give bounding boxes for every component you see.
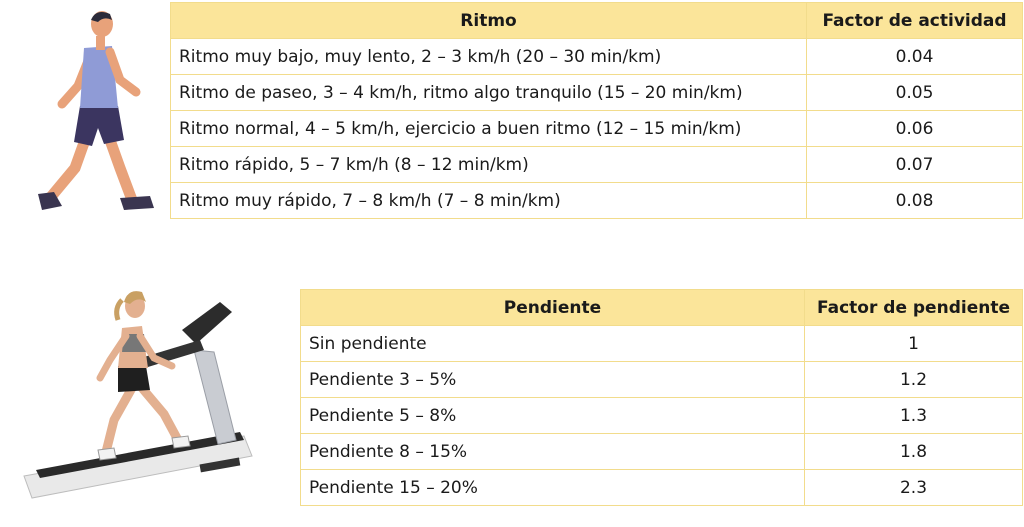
row-value: 0.05 xyxy=(807,75,1023,111)
row-label: Pendiente 15 – 20% xyxy=(301,470,805,506)
table-row xyxy=(301,362,1023,398)
activity-factor-table xyxy=(170,2,1023,219)
row-label: Ritmo de paseo, 3 – 4 km/h, ritmo algo tranquilo (15 – 20 min/km) xyxy=(171,75,807,111)
row-label: Sin pendiente xyxy=(301,326,805,362)
row-label: Pendiente 5 – 8% xyxy=(301,398,805,434)
row-label: Ritmo rápido, 5 – 7 km/h (8 – 12 min/km) xyxy=(171,147,807,183)
row-value: 1.8 xyxy=(805,434,1023,470)
row-label: Ritmo muy rápido, 7 – 8 km/h (7 – 8 min/km) xyxy=(171,183,807,219)
table-row xyxy=(301,326,1023,362)
row-label: Pendiente 8 – 15% xyxy=(301,434,805,470)
row-value: 0.08 xyxy=(807,183,1023,219)
table-row xyxy=(171,111,1023,147)
column-header: Ritmo xyxy=(171,3,807,39)
table-row xyxy=(301,470,1023,506)
table-header-row xyxy=(171,3,1023,39)
column-header: Factor de actividad xyxy=(807,3,1023,39)
row-value: 0.04 xyxy=(807,39,1023,75)
table-row xyxy=(171,183,1023,219)
row-value: 1.3 xyxy=(805,398,1023,434)
table-row xyxy=(301,434,1023,470)
row-value: 0.06 xyxy=(807,111,1023,147)
table-row xyxy=(171,75,1023,111)
table-header-row xyxy=(301,290,1023,326)
row-value: 1.2 xyxy=(805,362,1023,398)
row-value: 1 xyxy=(805,326,1023,362)
row-value: 2.3 xyxy=(805,470,1023,506)
treadmill-runner-illustration xyxy=(14,280,269,510)
column-header: Pendiente xyxy=(301,290,805,326)
column-header: Factor de pendiente xyxy=(805,290,1023,326)
slope-factor-table xyxy=(300,289,1023,506)
walking-man-illustration xyxy=(20,8,165,218)
row-label: Ritmo muy bajo, muy lento, 2 – 3 km/h (20 – 30 min/km) xyxy=(171,39,807,75)
row-value: 0.07 xyxy=(807,147,1023,183)
table-row xyxy=(171,39,1023,75)
row-label: Ritmo normal, 4 – 5 km/h, ejercicio a buen ritmo (12 – 15 min/km) xyxy=(171,111,807,147)
row-label: Pendiente 3 – 5% xyxy=(301,362,805,398)
table-row xyxy=(171,147,1023,183)
table-row xyxy=(301,398,1023,434)
